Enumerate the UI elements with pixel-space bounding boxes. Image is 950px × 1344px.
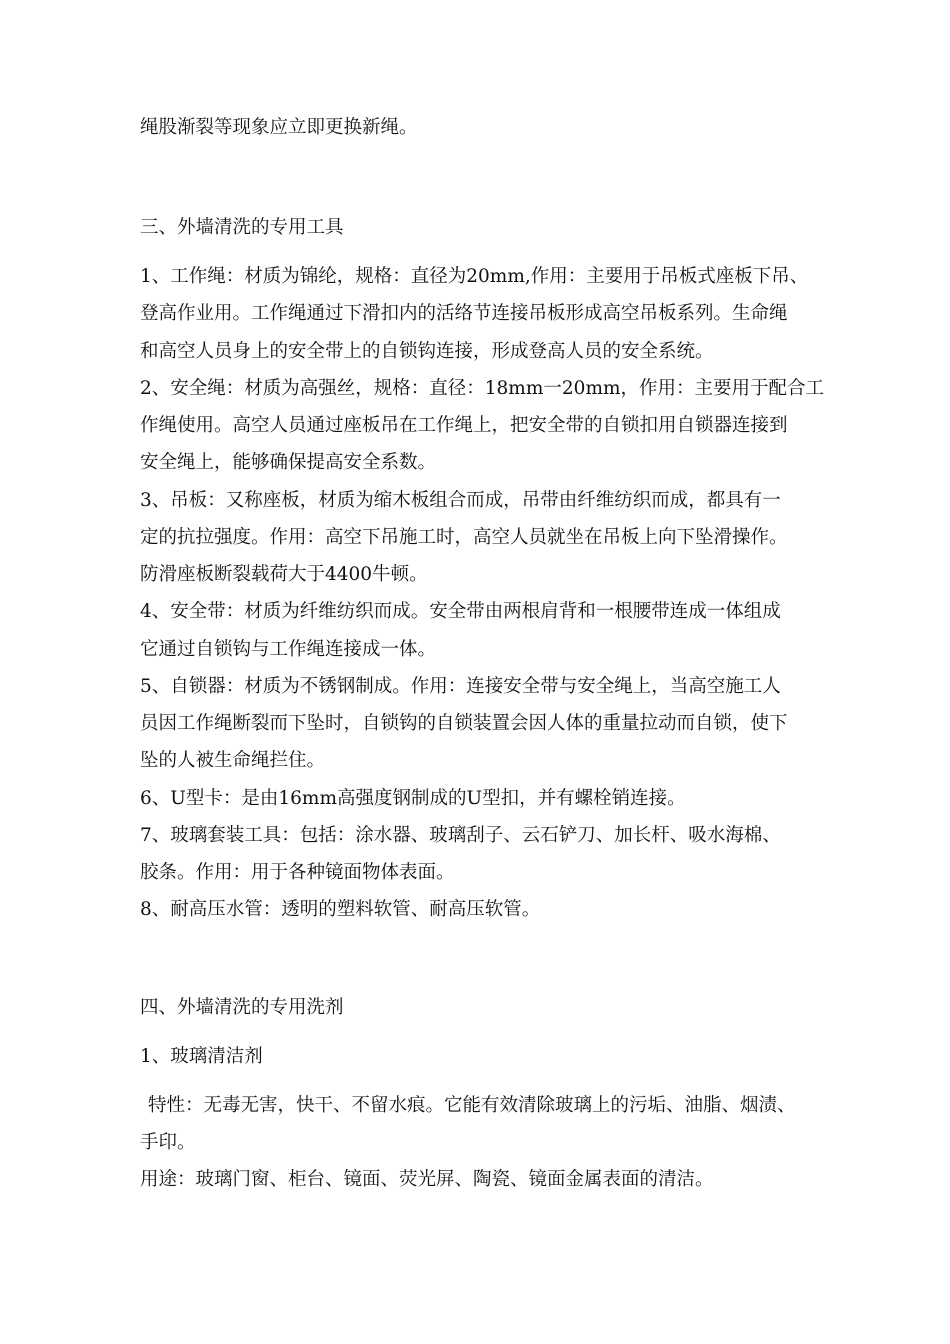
paragraph-line: 坠的人被生命绳拦住。	[140, 750, 326, 771]
paragraph-line: 员因工作绳断裂而下坠时，自锁钩的自锁装置会因人体的重量拉动而自锁，使下	[140, 713, 788, 734]
paragraph-line: 手印。	[140, 1132, 196, 1153]
paragraph-line: 8、耐高压水管：透明的塑料软管、耐高压软管。	[140, 899, 541, 920]
paragraph-line: 它通过自锁钩与工作绳连接成一体。	[140, 639, 437, 660]
paragraph-line: 安全绳上，能够确保提高安全系数。	[140, 452, 437, 473]
paragraph-line: 1、工作绳：材质为锦纶，规格：直径为20mm,作用：主要用于吊板式座板下吊、	[140, 266, 809, 287]
paragraph-line: 胶条。作用：用于各种镜面物体表面。	[140, 862, 455, 883]
paragraph-line: 4、安全带：材质为纤维纺织而成。安全带由两根肩背和一根腰带连成一体组成	[140, 601, 781, 622]
paragraph-line: 和高空人员身上的安全带上的自锁钩连接，形成登高人员的安全系统。	[140, 341, 714, 362]
paragraph-line: 3、吊板：又称座板，材质为缩木板组合而成，吊带由纤维纺织而成，都具有一	[140, 490, 781, 511]
paragraph-line: 定的抗拉强度。作用：高空下吊施工时，高空人员就坐在吊板上向下坠滑操作。	[140, 527, 788, 548]
section-heading: 三、外墙清洗的专用工具	[140, 217, 344, 238]
paragraph-line: 防滑座板断裂载荷大于4400牛顿。	[140, 564, 428, 585]
paragraph-line: 7、玻璃套装工具：包括：涂水器、玻璃刮子、云石铲刀、加长杆、吸水海棉、	[140, 825, 781, 846]
paragraph-line: 2、安全绳：材质为高强丝，规格：直径：18mm一20mm，作用：主要用于配合工	[140, 378, 825, 399]
paragraph-line: 作绳使用。高空人员通过座板吊在工作绳上，把安全带的自锁扣用自锁器连接到	[140, 415, 788, 436]
subsection-heading: 1、玻璃清洁剂	[140, 1046, 263, 1067]
paragraph-line: 登高作业用。工作绳通过下滑扣内的活络节连接吊板形成高空吊板系列。生命绳	[140, 303, 788, 324]
section-heading: 四、外墙清洗的专用洗剂	[140, 997, 344, 1018]
paragraph-line: 5、自锁器：材质为不锈钢制成。作用：连接安全带与安全绳上，当高空施工人	[140, 676, 781, 697]
paragraph-line: 绳股渐裂等现象应立即更换新绳。	[140, 117, 418, 138]
paragraph-line: 特性：无毒无害，快干、不留水痕。它能有效清除玻璃上的污垢、油脂、烟渍、	[148, 1095, 796, 1116]
paragraph-line: 用途：玻璃门窗、柜台、镜面、荧光屏、陶瓷、镜面金属表面的清洁。	[140, 1169, 714, 1190]
paragraph-line: 6、U型卡：是由16mm高强度钢制成的U型扣，并有螺栓销连接。	[140, 788, 686, 809]
